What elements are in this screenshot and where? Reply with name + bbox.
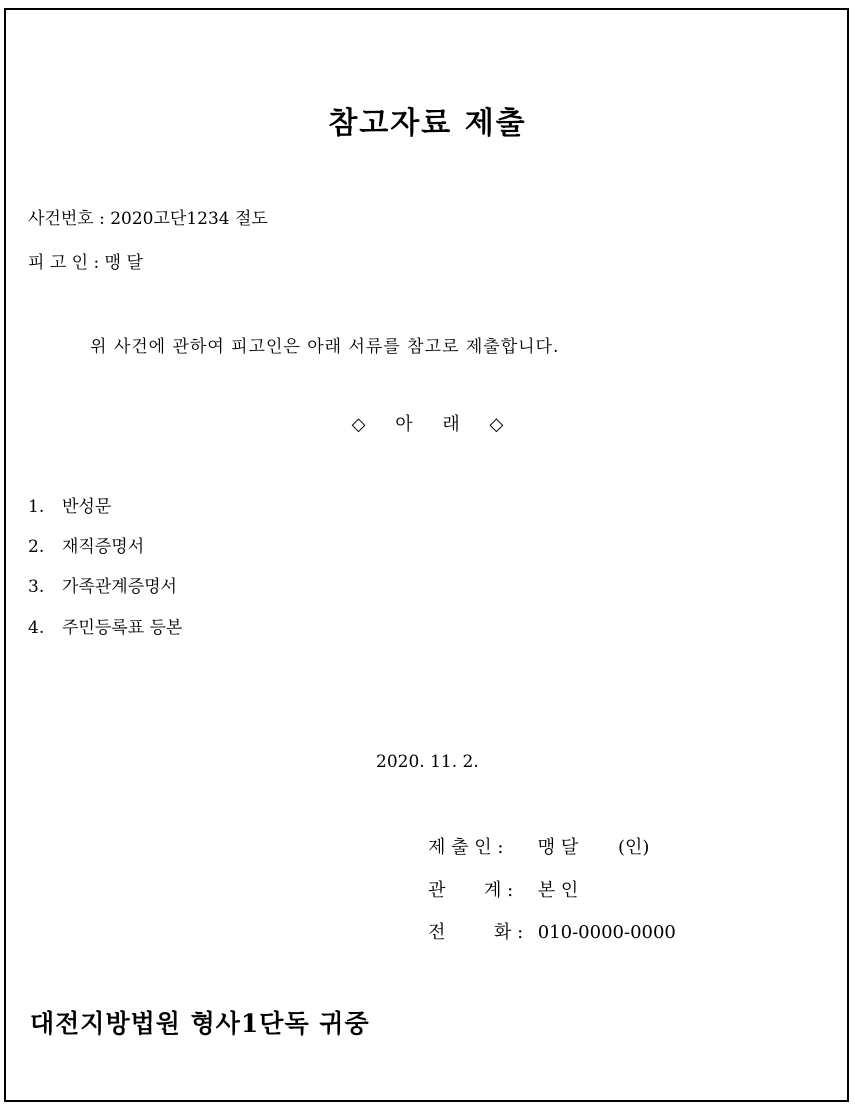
list-item-text: 주민등록표 등본: [62, 618, 183, 638]
list-item: [28, 492, 111, 517]
relation-label-2: 계 :: [484, 880, 514, 901]
list-item-number: 4.: [28, 618, 45, 638]
relation-label: [428, 876, 532, 902]
list-item: [28, 532, 144, 557]
defendant-label: 피 고 인 :: [28, 253, 100, 273]
case-number-row: [28, 204, 268, 229]
list-item-text: 재직증명서: [62, 537, 145, 557]
submitter-label: 제 출 인 :: [428, 837, 504, 858]
phone-label-2: 화 :: [494, 922, 524, 943]
list-item: [28, 613, 182, 638]
relation-value: 본 인: [537, 880, 579, 901]
submitter-value: 맹 달: [537, 837, 579, 858]
case-number-value: 2020고단1234 절도: [110, 209, 268, 229]
submission-date: 2020. 11. 2.: [376, 752, 479, 772]
seal-mark: (인): [617, 837, 650, 858]
phone-row: [428, 918, 676, 944]
phone-label-1: 전: [428, 922, 446, 943]
body-paragraph: 위 사건에 관하여 피고인은 아래 서류를 참고로 제출합니다.: [90, 337, 560, 357]
submitter-row: [428, 833, 649, 859]
below-heading: [0, 410, 855, 436]
list-item-number: 3.: [28, 577, 45, 597]
list-item-text: 반성문: [62, 497, 112, 517]
phone-value: 010-0000-0000: [537, 922, 676, 943]
defendant-row: [28, 248, 143, 273]
list-item-text: 가족관계증명서: [62, 577, 177, 597]
defendant-value: 맹 달: [104, 253, 143, 273]
below-text-1: 아: [395, 414, 413, 435]
document-title: 참고자료 제출: [328, 106, 527, 141]
relation-row: [428, 876, 578, 902]
list-item-number: 1.: [28, 497, 45, 517]
list-item-number: 2.: [28, 537, 45, 557]
diamond-right-icon: ◇: [489, 414, 504, 435]
diamond-left-icon: ◇: [351, 414, 366, 435]
relation-label-1: 관: [428, 880, 446, 901]
phone-label: [428, 918, 532, 944]
addressee: 대전지방법원 형사1단독 귀중: [30, 1009, 370, 1038]
below-text-2: 래: [442, 414, 460, 435]
list-item: [28, 572, 177, 597]
case-number-label: 사건번호 :: [28, 209, 105, 229]
